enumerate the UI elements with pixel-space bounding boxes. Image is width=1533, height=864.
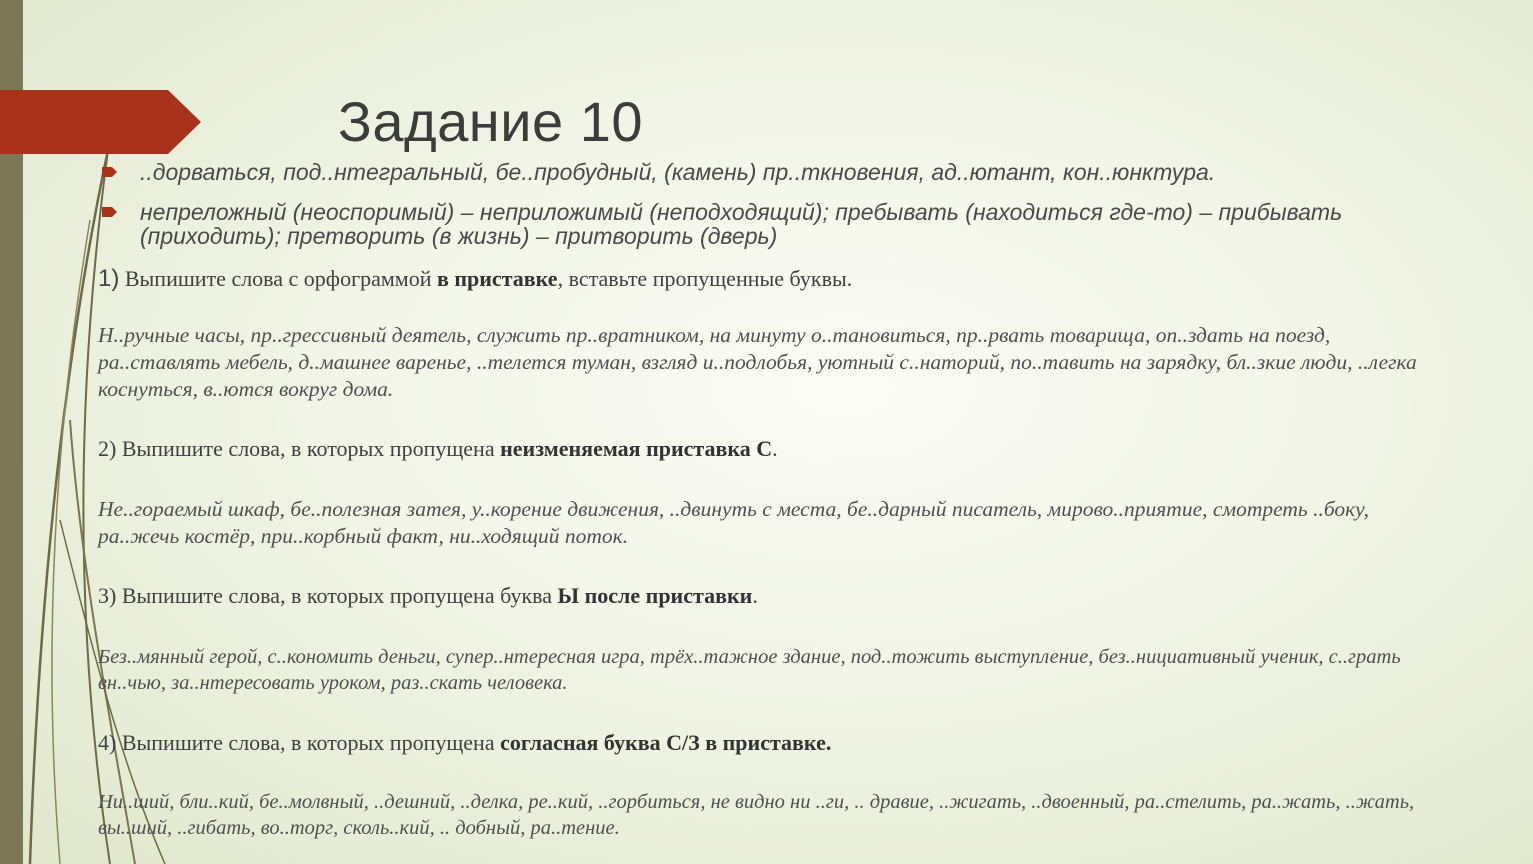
title-arrow-shape [0,90,201,154]
bullet-text: непреложный (неоспоримый) – неприложимый (неподходящий); пребывать (находиться где-то) – прибывать (приходить); претворить (в жизнь) – притворить (дверь) [140,199,1343,249]
task-highlight: неизменяемая приставка С [500,436,773,461]
task-number: 3) [98,583,117,608]
bullet-text: ..дорваться, под..нтегральный, бе..пробудный, (камень) пр..ткновения, ад..ютант, кон..юнктура. [140,159,1216,185]
task-question: 4) Выпишите слова, в которых пропущена согласная буква С/З в приставке. [98,730,832,755]
bullet-arrow-icon [100,200,120,224]
task-question: 2) Выпишите слова, в которых пропущена неизменяемая приставка С. [98,436,778,461]
task-highlight: в приставке [436,266,558,291]
task-number: 1) [98,265,120,292]
task-example: Не..гораемый шкаф, бе..полезная затея, у..корение движения, ..двинуть с места, бе..дарный писатель, мирово..приятие, смотреть ..боку, ра..жечь костёр, при..корбный факт, ни..ходящий поток. [98,497,1370,548]
task-example: Н..ручные часы, пр..грессивный деятель, служить пр..вратником, на минуту о..тановиться, пр..рвать товарища, оп..здать на поезд, ра..ставлять мебель, д..машнее варенье, ..телется туман, взгляд и..подлобья, уютный с..наторий, по..тавить на зарядку, бл..зкие люди, ..легка коснуться, в..ются вокруг дома. [98,323,1417,401]
task-number: 2) [98,436,117,461]
task-question: 1) Выпишите слова с орфограммой в приставке, вставьте пропущенные буквы. [98,265,853,292]
page-title: Задание 10 [338,90,643,153]
task-number: 4) [98,730,117,755]
bullet-arrow-icon [100,160,120,184]
task-example: Без..мянный герой, с..кономить деньги, супер..нтересная игра, трёх..тажное здание, под..тожить выступление, без..нициативный ученик, с..грать вн..чью, за..нтересовать уроком, раз..скать человека. [98,646,1401,694]
task-highlight: согласная буква С/З в приставке. [500,730,832,755]
task-highlight: Ы после приставки [557,583,753,608]
task-question: 3) Выпишите слова, в которых пропущена буква Ы после приставки. [98,583,758,608]
task-example: Ни..ший, бли..кий, бе..молвный, ..дешний, ..делка, ре..кий, ..горбиться, не видно ни ..ги, .. дравие, ..жигать, ..двоенный, ра..стелить, ра..жать, ..жать, вы..ший, ..гибать, во..торг, сколь..кий, .. добный, ра..тение. [98,791,1415,839]
